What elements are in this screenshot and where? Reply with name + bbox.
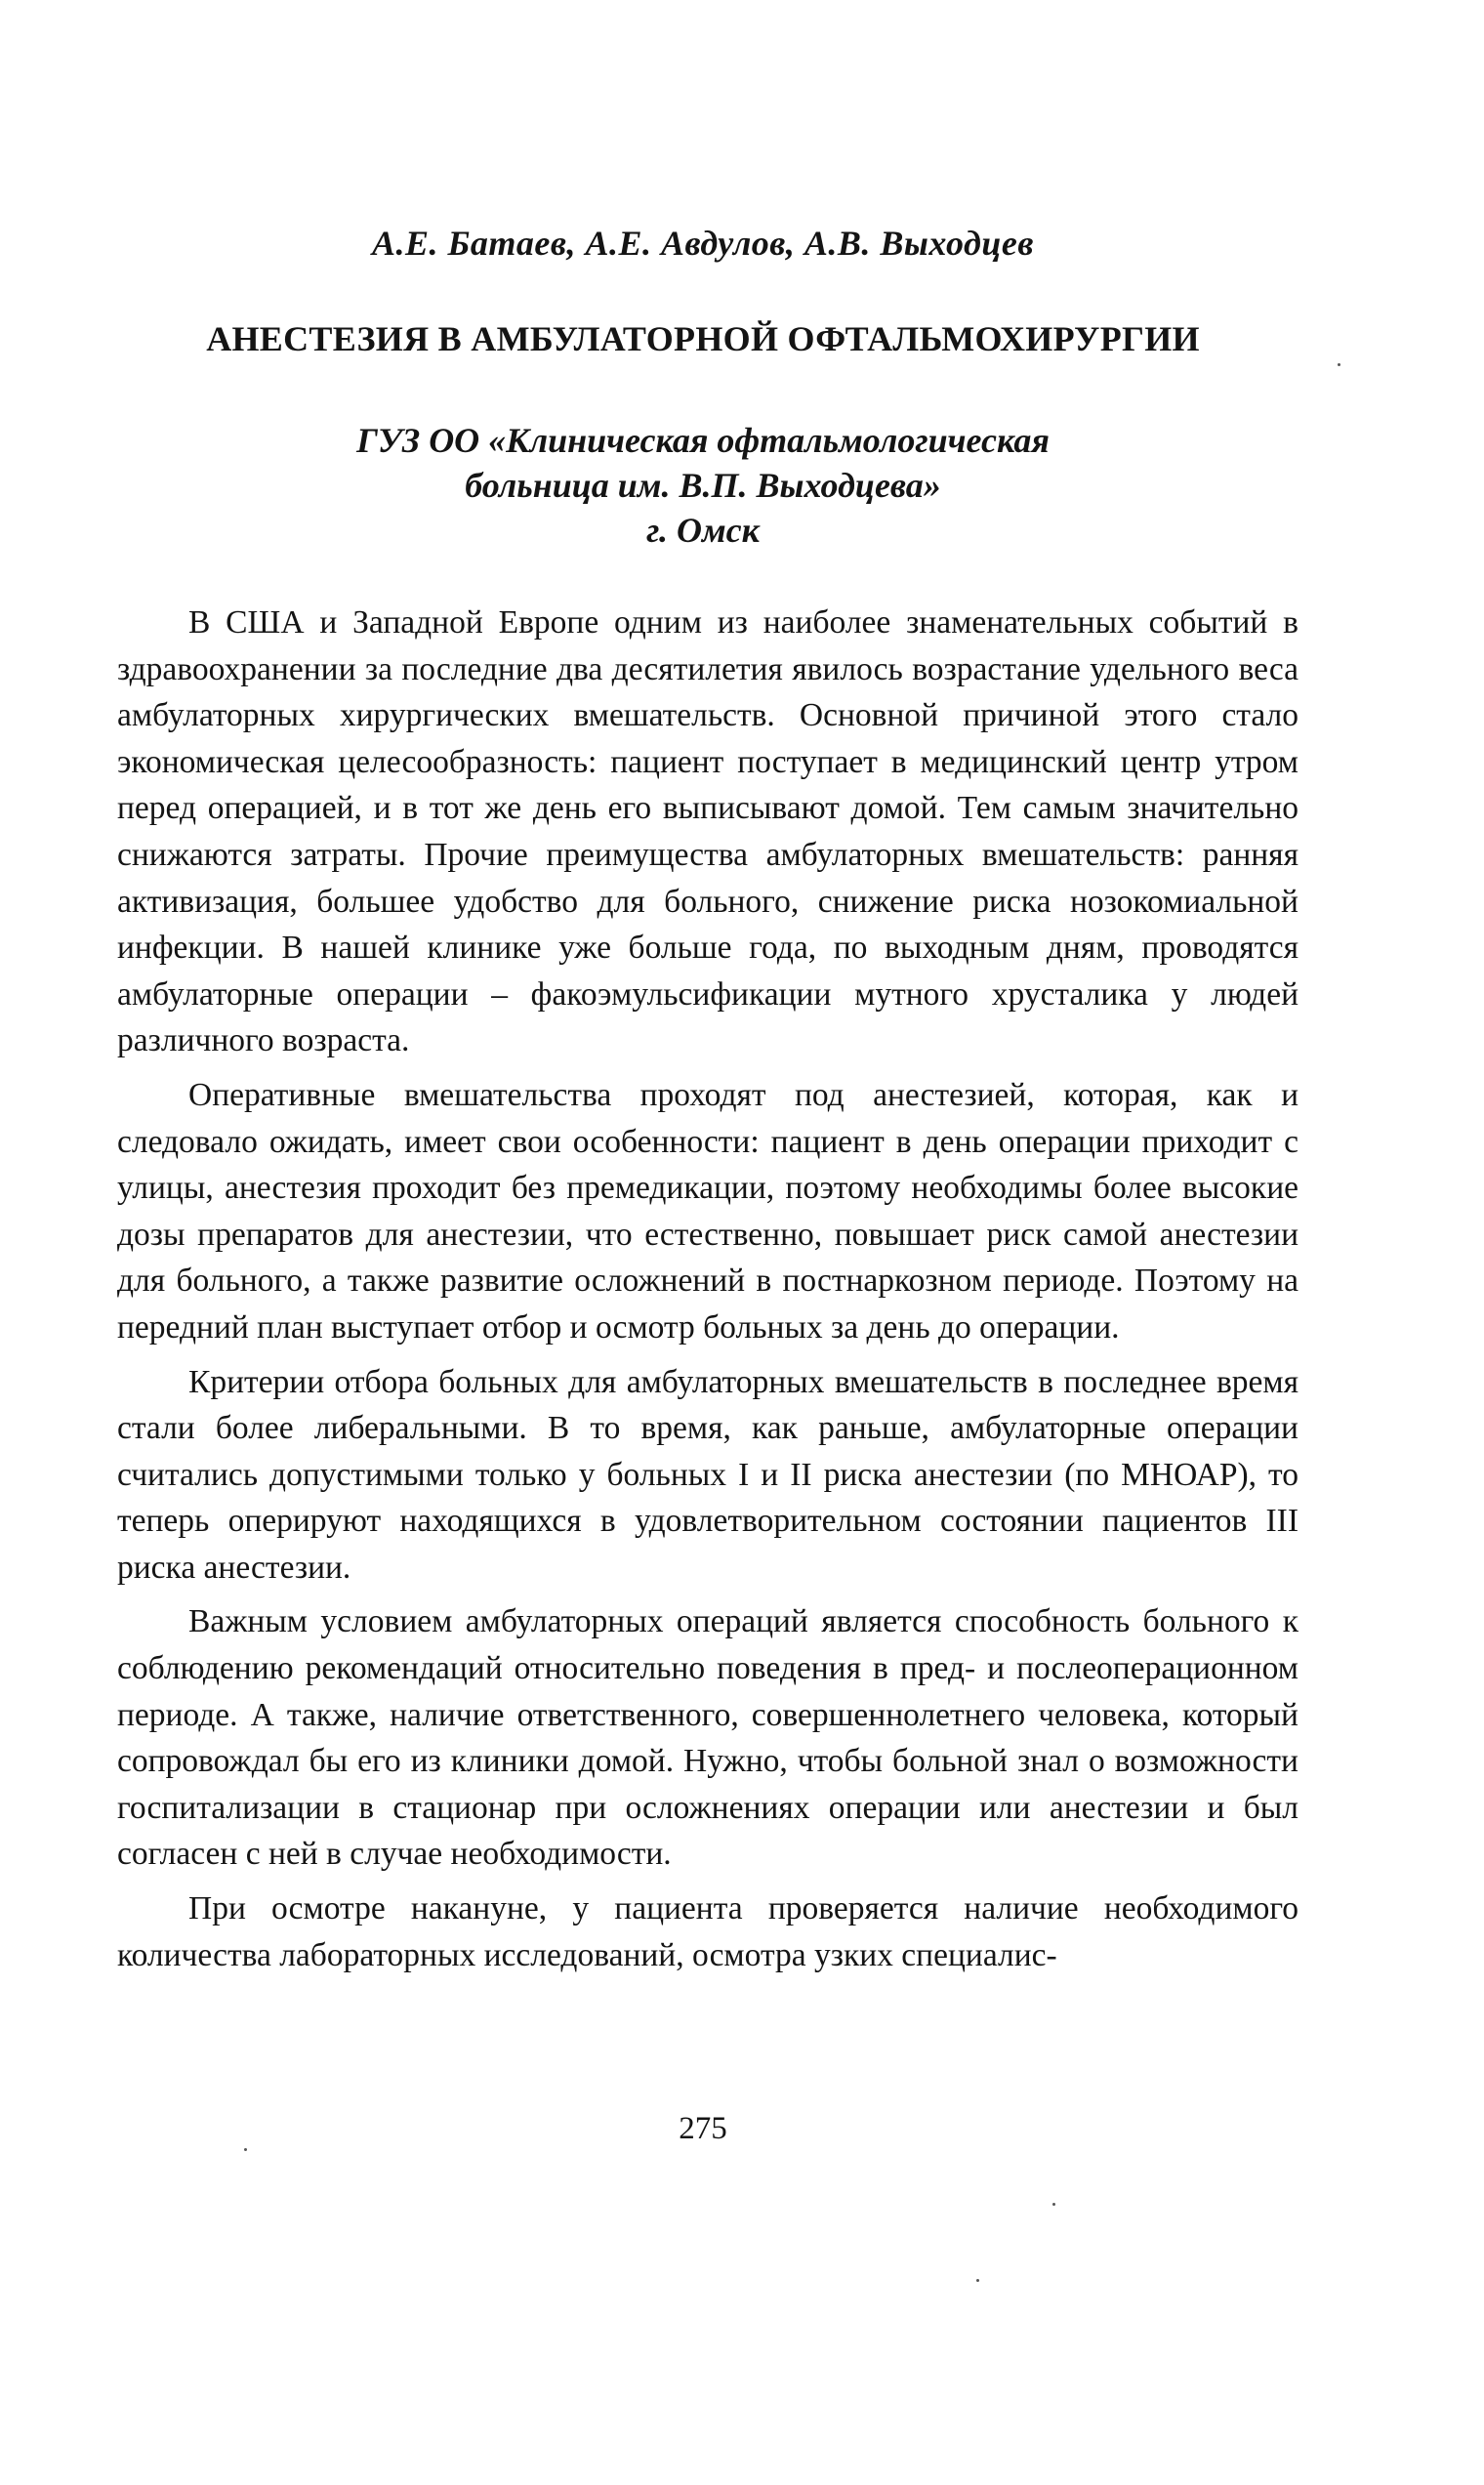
page-number: 275 [679,2111,727,2146]
scan-speck [976,2279,979,2282]
article-authors: А.Е. Батаев, А.Е. Авдулов, А.В. Выходцев [372,224,1034,263]
article-title: АНЕСТЕЗИЯ В АМБУЛАТОРНОЙ ОФТАЛЬМОХИРУРГИИ [206,319,1200,358]
author-affiliation [0,418,1406,553]
affiliation-line-city: г. Омск [646,511,760,550]
paragraph-2: Оперативные вмешательства проходят под анестезией, которая, как и следовало ожидать, имеет свои особенности: пациент в день операции приходит с улицы, анестезия проходит без премедикации, поэтому необходимы более высокие дозы препаратов для анестезии, что естественно, повышает риск самой анестезии для больного, а также развитие осложнений в постнаркозном периоде. Поэтому на передний план выступает отбор и осмотр больных за день до операции. [117,1076,1298,1346]
paragraph-1: В США и Западной Европе одним из наиболее знаменательных событий в здравоохранении за последние два десятилетия явилось возрастание удельного веса амбулаторных хирургических вмешательств. Основной причиной этого стало экономическая целесообразность: пациент поступает в медицинский центр утром перед операцией, и в тот же день его выписывают домой. Тем самым значительно снижаются затраты. Прочие преимущества амбулаторных вмешательств: ранняя активизация, большее удобство для больного, снижение риска нозокомиальной инфекции. В нашей клинике уже больше года, по выходным дням, проводятся амбулаторные операции – факоэмульсификации мутного хрусталика у людей различного возраста. [117,604,1298,1059]
scan-speck [1052,2203,1055,2206]
paragraph-4: Важным условием амбулаторных операций является способность больного к соблюдению рекомендаций относительно поведения в пред- и послеоперационном периоде. А также, наличие ответственного, совершеннолетнего человека, который сопровождал бы его из клиники домой. Нужно, чтобы больной знал о возможности госпитализации в стационар при осложнениях операции или анестезии и был согласен с ней в случае необходимости. [117,1603,1298,1873]
paragraph-5: При осмотре накануне, у пациента проверяется наличие необходимого количества лабораторных исследований, осмотра узких специалис- [117,1890,1298,1973]
affiliation-line-hospital: больница им. В.П. Выходцева» [465,466,941,505]
scan-speck [1338,363,1340,366]
scan-speck [244,2148,247,2151]
affiliation-line-institution: ГУЗ ОО «Клиническая офтальмологическая [356,421,1050,460]
article-body [117,600,1298,1986]
paragraph-3: Критерии отбора больных для амбулаторных вмешательств в последнее время стали более либеральными. В то время, как раньше, амбулаторные операции считались допустимыми только у больных I и II риска анестезии (по МНОАР), то теперь оперируют находящихся в удовлетворительном состоянии пациентов III риска анестезии. [117,1363,1298,1586]
